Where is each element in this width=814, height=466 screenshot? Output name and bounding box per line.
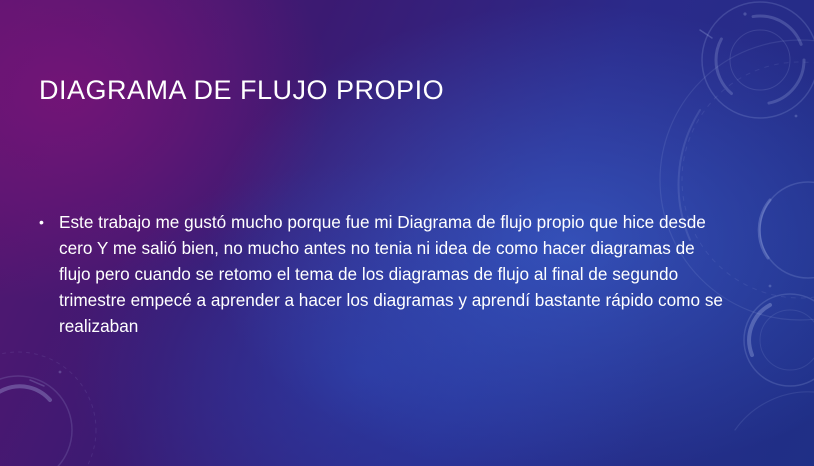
slide-title: DIAGRAMA DE FLUJO PROPIO (39, 75, 445, 105)
bullet-marker: • (39, 214, 44, 230)
bullet-item (39, 209, 729, 339)
bullet-text: Este trabajo me gustó mucho porque fue mi Diagrama de flujo propio que hice desde cero Y me salió bien, no mucho antes no tenia ni idea de como hacer diagramas de flujo pero cuando se retomo el tema de los diagramas de flujo al final de segundo trimestre empecé a aprender a hacer los diagramas y aprendí bastante rápido como se realizaban (59, 212, 723, 336)
bullet-list (39, 209, 729, 339)
